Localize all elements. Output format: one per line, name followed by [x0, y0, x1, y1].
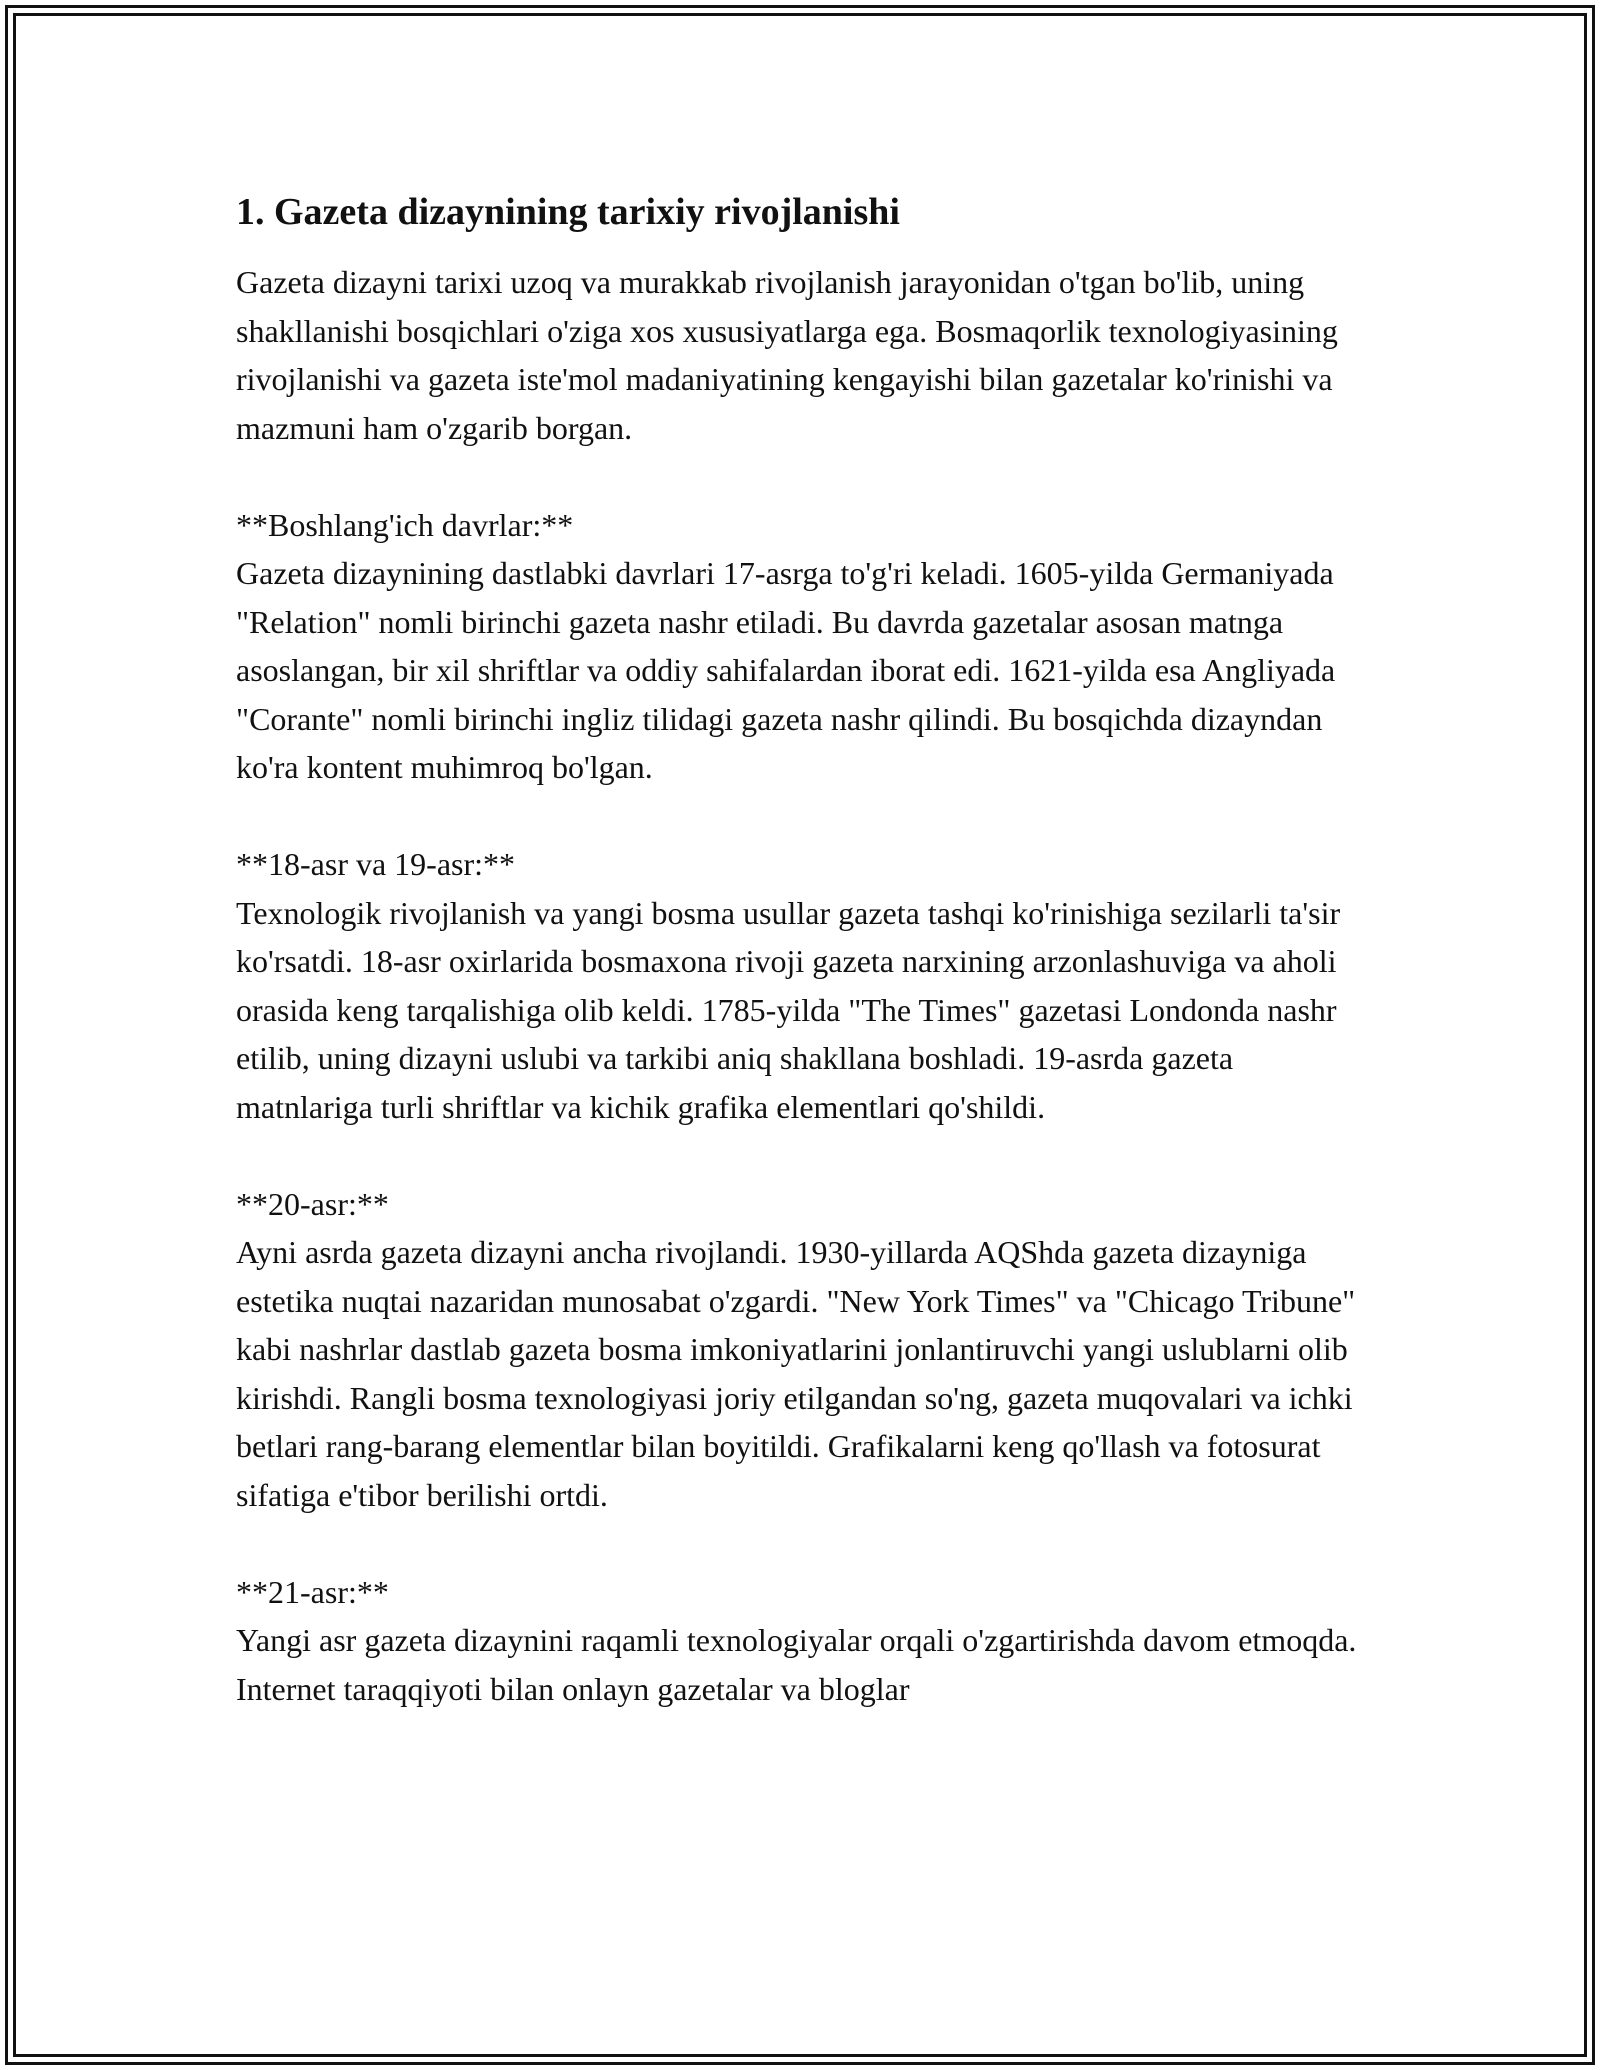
section-early-periods: [236, 501, 1376, 792]
section-18-19-century: [236, 840, 1376, 1131]
section-heading: **21-asr:**: [236, 1573, 389, 1610]
section-heading: **18-asr va 19-asr:**: [236, 846, 516, 882]
section-paragraph: Gazeta dizaynining dastlabki davrlari 17-asrga to'g'ri keladi. 1605-yilda Germaniyada "Relation" nomli birinchi gazeta nashr etiladi. Bu davrda gazetalar asosan matnga asoslangan, bir xil shriftlar va oddiy sahifalardan iborat edi. 1621-yilda esa Angliyada "Corante" nomli birinchi ingliz tilidagi gazeta nashr qilindi. Bu bosqichda dizayndan ko'ra kontent muhimroq bo'lgan.: [236, 555, 1336, 785]
document-body: [236, 186, 1376, 1762]
section-20-century: [236, 1180, 1376, 1520]
intro-paragraph: Gazeta dizayni tarixi uzoq va murakkab rivojlanish jarayonidan o'tgan bo'lib, uning shakllanishi bosqichlari o'ziga xos xususiyatlarga ega. Bosmaqorlik texnologiyasining rivojlanishi va gazeta iste'mol madaniyatining kengayishi bilan gazetalar ko'rinishi va mazmuni ham o'zgarib borgan.: [236, 264, 1338, 446]
intro-block: [236, 258, 1376, 452]
section-heading: **Boshlang'ich davrlar:**: [236, 506, 574, 543]
section-paragraph: Yangi asr gazeta dizaynini raqamli texnologiyalar orqali o'zgartirishda davom etmoqda. Internet taraqqiyoti bilan onlayn gazetalar va bloglar: [236, 1622, 1357, 1707]
section-21-century: [236, 1568, 1376, 1714]
section-paragraph: Texnologik rivojlanish va yangi bosma usullar gazeta tashqi ko'rinishiga sezilarli ta'sir ko'rsatdi. 18-asr oxirlarida bosmaxona rivoji gazeta narxining arzonlashuviga va aholi orasida keng tarqalishiga olib keldi. 1785-yilda "The Times" gazetasi Londonda nashr etilib, uning dizayni uslubi va tarkibi aniq shakllana boshladi. 19-asrda gazeta matnlariga turli shriftlar va kichik grafika elementlari qo'shildi.: [236, 894, 1341, 1125]
section-paragraph: Ayni asrda gazeta dizayni ancha rivojlandi. 1930-yillarda AQShda gazeta dizayniga estetika nuqtai nazaridan munosabat o'zgardi. "New York Times" va "Chicago Tribune" kabi nashrlar dastlab gazeta bosma imkoniyatlarini jonlantiruvchi yangi uslublarni olib kirishdi. Rangli bosma texnologiyasi joriy etilgandan so'ng, gazeta muqovalari va ichki betlari rang-barang elementlar bilan boyitildi. Grafikalarni keng qo'llash va fotosurat sifatiga e'tibor berilishi ortdi.: [236, 1234, 1356, 1513]
document-title: 1. Gazeta dizaynining tarixiy rivojlanishi: [236, 191, 900, 233]
section-heading: **20-asr:**: [236, 1185, 389, 1222]
